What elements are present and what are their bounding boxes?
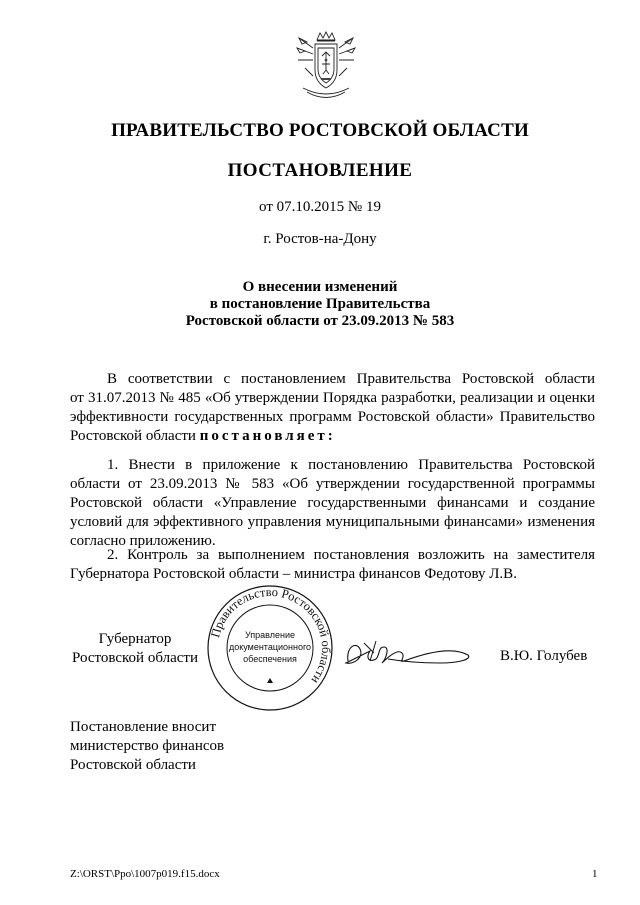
decree-date-number: от 07.10.2015 № 19 [259, 199, 381, 215]
subject-line: Ростовской области от 23.09.2013 № 583 [185, 313, 455, 329]
stamp-ring-text: Правительство Ростовской области [208, 584, 334, 687]
stamp-inner-line: документационного [228, 642, 312, 652]
footer-file-path: Z:\ORST\Ppo\1007p019.f15.docx [70, 868, 220, 880]
stamp-inner-line: Управление [244, 630, 296, 640]
stamp-inner-line: обеспечения [243, 654, 297, 664]
paragraph-line: области от 23.09.2013 № 583 «Об утверждении государственной программы [70, 476, 595, 492]
paragraph-line: В соответствии с постановлением Правительства Ростовской области [107, 371, 595, 387]
paragraph-line: согласно приложению. [70, 533, 216, 549]
document-type-title: ПОСТАНОВЛЕНИЕ [227, 160, 413, 181]
signatory-title-line: Ростовской области [72, 650, 198, 666]
decree-word: постановляет: [199, 428, 336, 444]
official-stamp [205, 583, 335, 713]
handwritten-signature [340, 633, 475, 673]
signatory-title-line: Губернатор [98, 631, 172, 647]
submitted-by-line: Ростовской области [70, 757, 196, 773]
paragraph-line: от 31.07.2013 № 485 «Об утверждении Порядка разработки, реализации и оценки [70, 390, 595, 406]
submitted-by-line: Постановление вносит [70, 719, 217, 735]
paragraph-line: 2. Контроль за выполнением постановления возложить на заместителя [107, 547, 595, 563]
subject-line: в постановление Правительства [209, 296, 431, 312]
paragraph-line: Губернатора Ростовской области – министра финансов Федотову Л.В. [70, 566, 517, 582]
decree-city: г. Ростов-на-Дону [263, 231, 377, 247]
submitted-by-line: министерство финансов [70, 738, 225, 754]
paragraph-line: 1. Внести в приложение к постановлению Правительства Ростовской [107, 457, 595, 473]
coat-of-arms-emblem [293, 30, 359, 104]
clause-1 [70, 456, 595, 551]
clause-2 [70, 546, 595, 584]
subject-line: О внесении изменений [242, 279, 398, 295]
submitted-by [70, 718, 224, 775]
signatory-title [70, 630, 200, 668]
signer-name: В.Ю. Голубев [500, 648, 588, 664]
stamp-star-icon [267, 678, 273, 683]
paragraph-line [70, 427, 595, 446]
page-number: 1 [592, 868, 598, 880]
government-title: ПРАВИТЕЛЬСТВО РОСТОВСКОЙ ОБЛАСТИ [111, 120, 529, 141]
paragraph-text: Ростовской области [70, 428, 200, 444]
paragraph-line: эффективности государственных программ Ростовской области» Правительство [70, 409, 595, 425]
paragraph-line: условий для эффективного управления муниципальными финансами» изменения [70, 514, 595, 530]
paragraph-line: Ростовской области «Управление государственными финансами и создание [70, 495, 595, 511]
preamble-paragraph [70, 370, 595, 446]
decree-subject [0, 279, 640, 330]
